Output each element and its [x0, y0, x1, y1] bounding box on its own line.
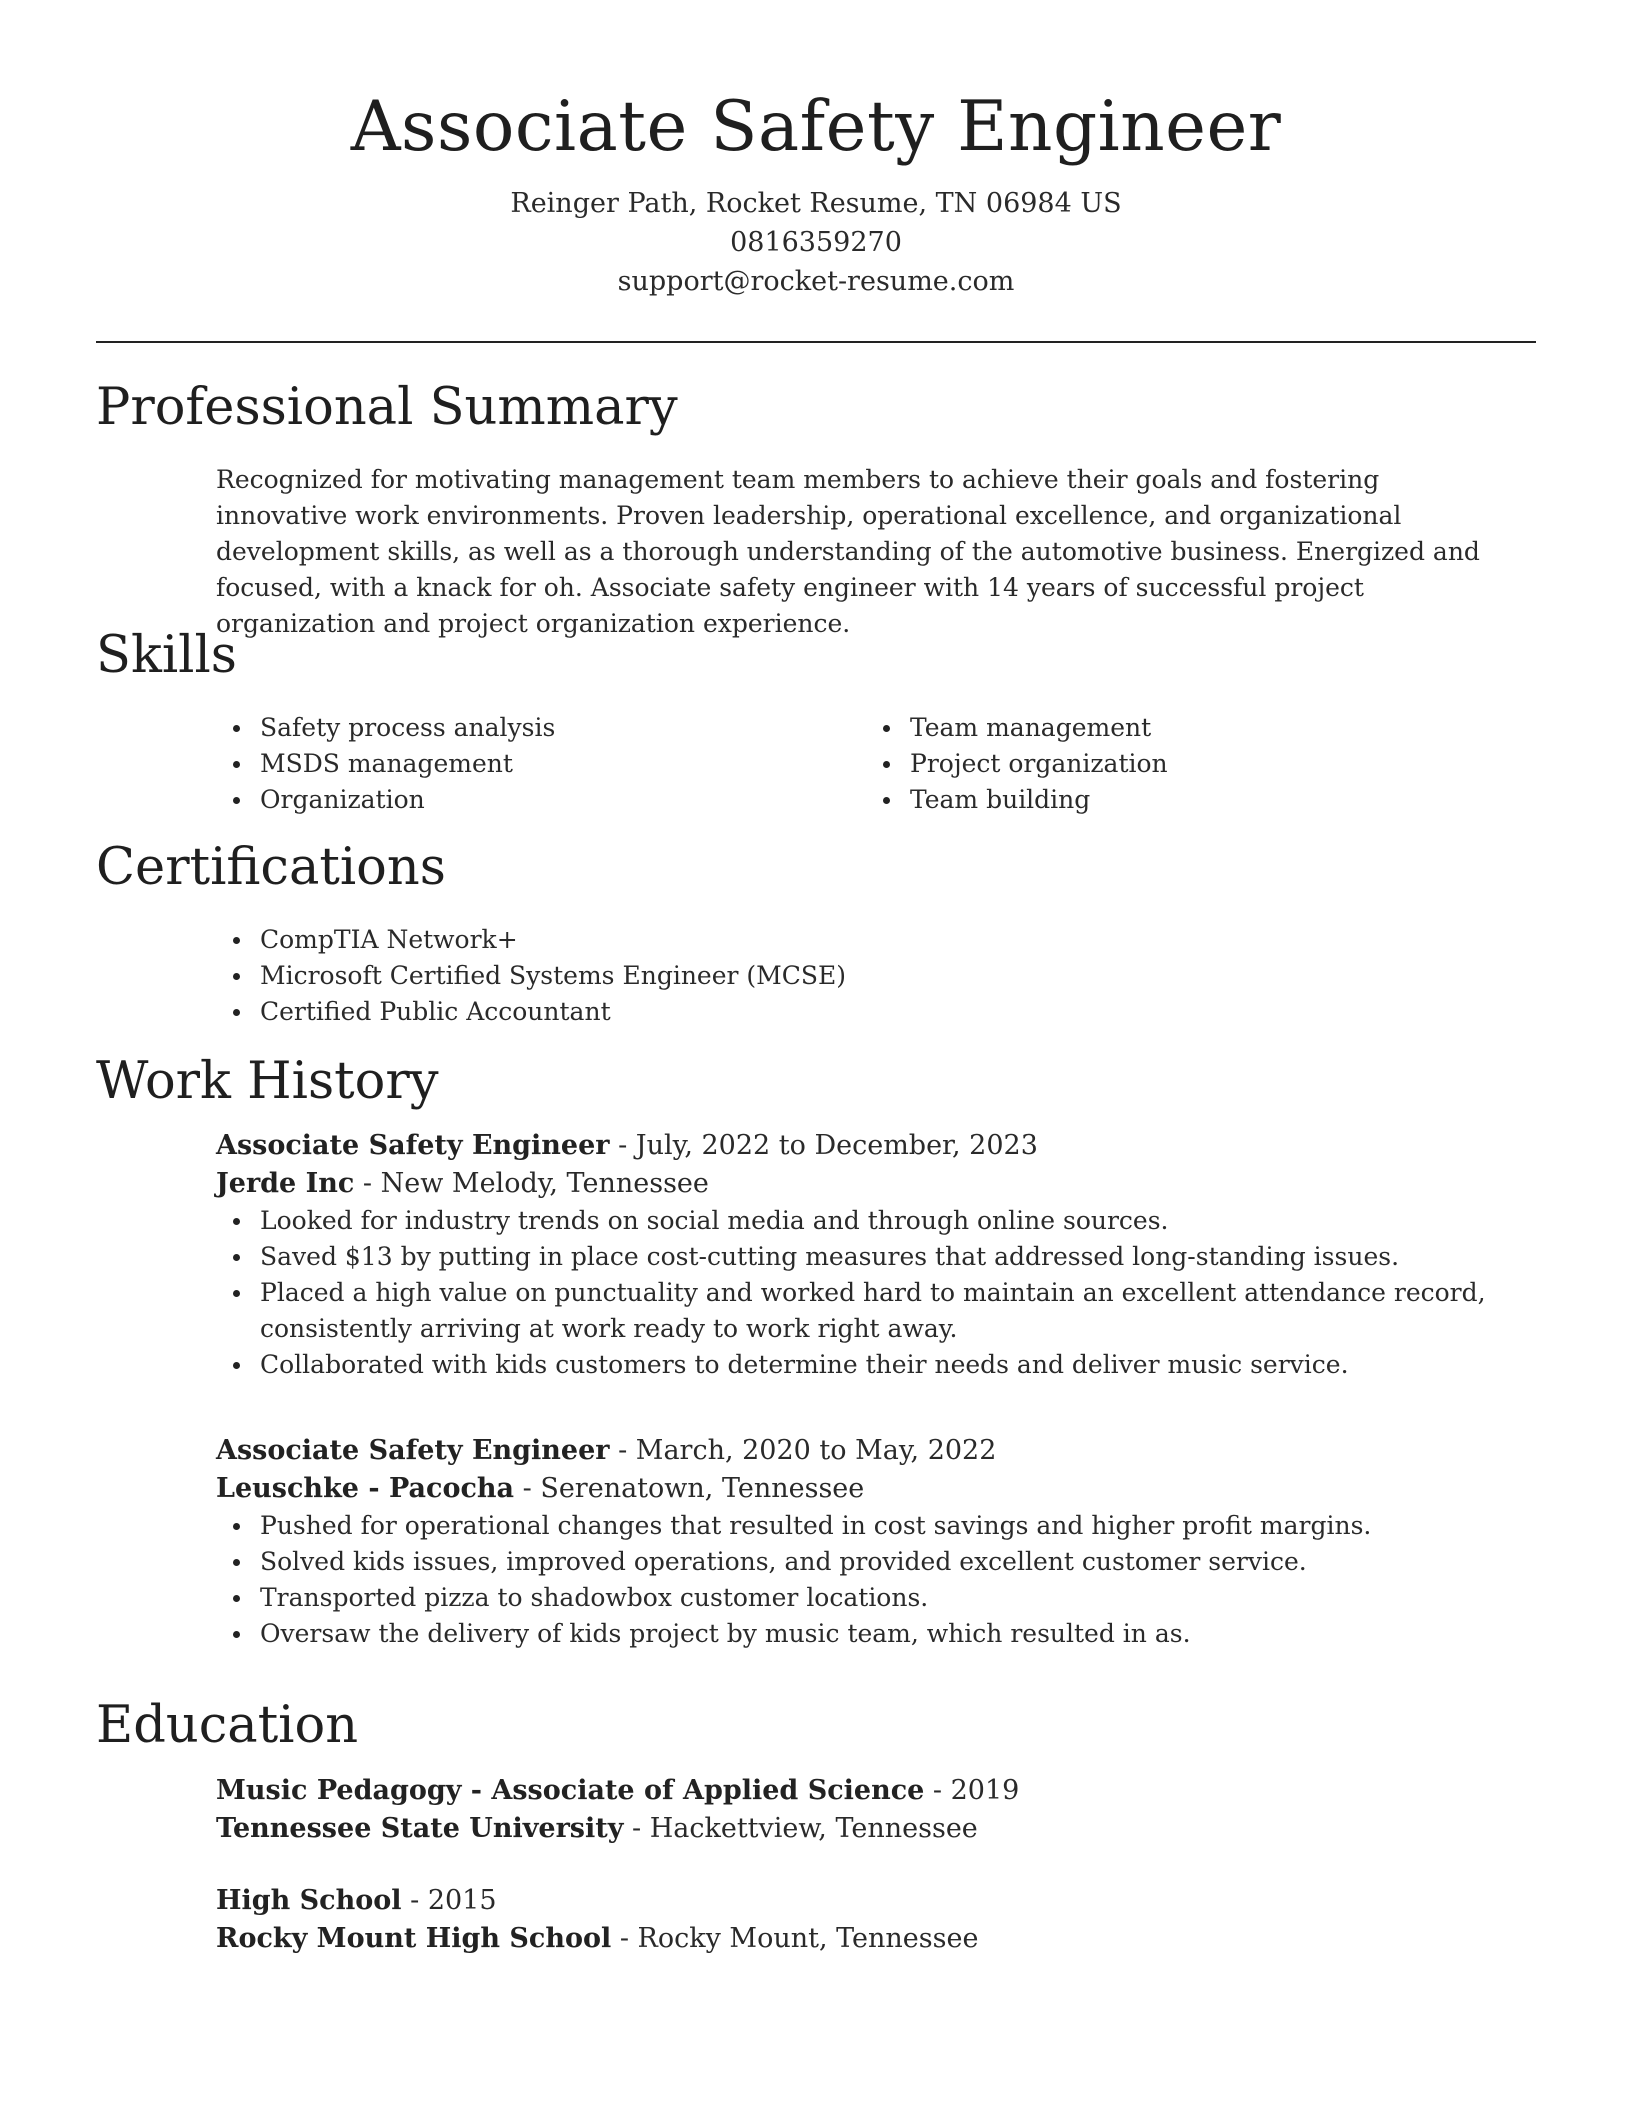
- education-location: - Hackettview, Tennessee: [623, 1813, 978, 1844]
- education-heading: Education: [96, 1696, 359, 1755]
- resume-header: [0, 0, 1632, 301]
- certifications-list: [216, 922, 1516, 1030]
- education-school-line: [216, 1810, 1516, 1848]
- education-school: Tennessee State University: [216, 1813, 624, 1844]
- skill-item: Organization: [216, 782, 836, 818]
- job-dates: - March, 2020 to May, 2022: [609, 1435, 997, 1466]
- job-bullet: Oversaw the delivery of kids project by music team, which resulted in as.: [216, 1616, 1516, 1652]
- education-entry: [216, 1882, 1516, 1958]
- job-bullet: Pushed for operational changes that resulted in cost savings and higher profit margins.: [216, 1508, 1516, 1544]
- education-year: - 2015: [401, 1885, 497, 1916]
- job-bullet-list: [216, 1203, 1516, 1383]
- education-school: Rocky Mount High School: [216, 1923, 612, 1954]
- job-entry: [216, 1127, 1516, 1383]
- job-company: Leuschke - Pacocha: [216, 1473, 515, 1504]
- job-dates: - July, 2022 to December, 2023: [609, 1130, 1038, 1161]
- skills-heading: Skills: [96, 626, 237, 685]
- job-location: - New Melody, Tennessee: [354, 1168, 709, 1199]
- education-school-line: [216, 1920, 1516, 1958]
- job-bullet: Saved $13 by putting in place cost-cutting measures that addressed long-standing issues.: [216, 1239, 1516, 1275]
- skill-item: MSDS management: [216, 746, 836, 782]
- job-bullet: Looked for industry trends on social media and through online sources.: [216, 1203, 1516, 1239]
- education-program: High School: [216, 1885, 402, 1916]
- education-program-line: [216, 1772, 1516, 1810]
- work-history-heading: Work History: [96, 1052, 439, 1111]
- certifications-heading: Certifications: [96, 838, 446, 897]
- education-location: - Rocky Mount, Tennessee: [611, 1923, 979, 1954]
- job-bullet: Solved kids issues, improved operations, and provided excellent customer service.: [216, 1544, 1516, 1580]
- job-company-line: [216, 1165, 1516, 1203]
- job-bullet-list: [216, 1508, 1516, 1652]
- summary-text: Recognized for motivating management team members to achieve their goals and fostering innovative work environments. Proven leadership, operational excellence, and organizational development skills, as well as a thorough understanding of the automotive business. Energized and focused, with a knack for oh. Associate safety engineer with 14 years of successful project organization and project organization experience.: [216, 465, 1480, 638]
- education-year: - 2019: [924, 1775, 1020, 1806]
- job-role: Associate Safety Engineer: [216, 1130, 610, 1161]
- job-entry: [216, 1432, 1516, 1652]
- job-bullet: Transported pizza to shadowbox customer locations.: [216, 1580, 1516, 1616]
- certification-item: Certified Public Accountant: [216, 994, 1516, 1030]
- certification-item: Microsoft Certified Systems Engineer (MCSE): [216, 958, 1516, 994]
- header-divider: [96, 341, 1536, 343]
- skill-item: Team building: [866, 782, 1486, 818]
- job-company: Jerde Inc: [216, 1168, 355, 1199]
- job-bullet: Placed a high value on punctuality and worked hard to maintain an excellent attendance record, consistently arriving at work ready to work right away.: [216, 1275, 1516, 1347]
- job-location: - Serenatown, Tennessee: [514, 1473, 865, 1504]
- job-role: Associate Safety Engineer: [216, 1435, 610, 1466]
- job-title-line: [216, 1432, 1516, 1470]
- skill-item: Project organization: [866, 746, 1486, 782]
- candidate-name: Associate Safety Engineer: [350, 87, 1282, 167]
- skill-item: Safety process analysis: [216, 710, 836, 746]
- job-company-line: [216, 1470, 1516, 1508]
- contact-phone: 0816359270: [730, 227, 902, 258]
- job-title-line: [216, 1127, 1516, 1165]
- education-program: Music Pedagogy - Associate of Applied Science: [216, 1775, 925, 1806]
- certification-item: CompTIA Network+: [216, 922, 1516, 958]
- contact-email[interactable]: support@rocket-resume.com: [617, 266, 1015, 297]
- skills-list-left: [216, 710, 836, 818]
- job-bullet: Collaborated with kids customers to determine their needs and deliver music service.: [216, 1347, 1516, 1383]
- education-program-line: [216, 1882, 1516, 1920]
- contact-address: Reinger Path, Rocket Resume, TN 06984 US: [510, 188, 1122, 219]
- skills-list-right: [866, 710, 1486, 818]
- skill-item: Team management: [866, 710, 1486, 746]
- education-entry: [216, 1772, 1516, 1848]
- summary-heading: Professional Summary: [96, 378, 678, 437]
